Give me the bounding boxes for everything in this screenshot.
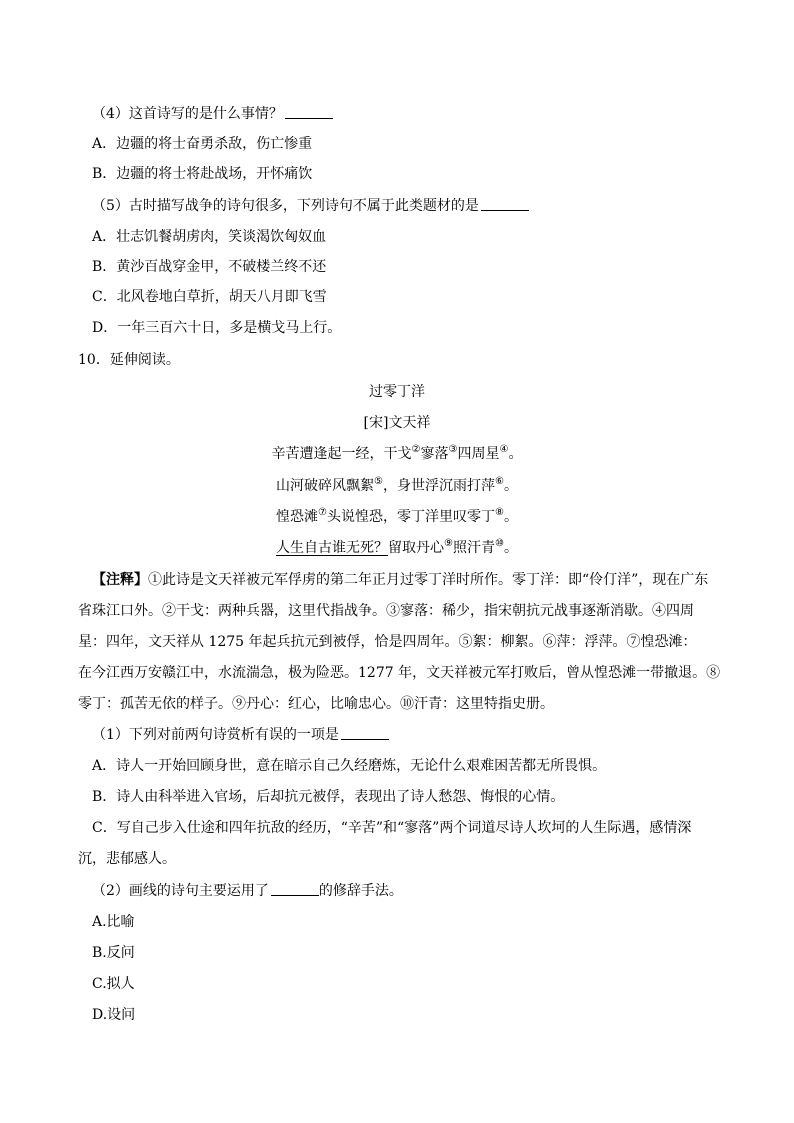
q10-sub2-option-d[interactable]: D.设问	[92, 1007, 136, 1023]
q10-sub1-option-b[interactable]: B．诗人由科举进入官场，后却抗元被俘，表现出了诗人愁怨、悔恨的心情。	[92, 789, 565, 805]
poem-line-2: 山河破碎风飘絮⑤，身世浮沉雨打萍⑥。	[276, 476, 518, 494]
q10-sub1-option-a[interactable]: A．诗人一开始回顾身世，意在暗示自己久经磨炼，无论什么艰难困苦都无所畏惧。	[92, 758, 607, 774]
answer-blank[interactable]	[271, 881, 319, 896]
q10-sub1-prompt: （1）下列对前两句诗赏析有误的一项是	[92, 725, 389, 745]
q10-heading: 10．延伸阅读。	[78, 352, 180, 368]
notes-line-3: 星：四年，文天祥从 1275 年起兵抗元到被俘，恰是四周年。⑤絮：柳絮。⑥萍：浮萍。⑦惶恐滩：	[78, 634, 697, 650]
answer-blank[interactable]	[285, 104, 333, 119]
q10-sub1-option-c[interactable]: C．写自己步入仕途和四年抗敌的经历，“辛苦”和“寥落”两个词道尽诗人坎坷的人生际遇，感情深	[92, 820, 692, 836]
q9-sub5-prompt: （5）古时描写战争的诗句很多，下列诗句不属于此类题材的是	[92, 196, 529, 216]
answer-blank[interactable]	[341, 725, 389, 740]
q10-sub1-option-c-cont: 沉，悲郁感人。	[78, 851, 176, 867]
poem-line-3: 惶恐滩⑦头说惶恐，零丁洋里叹零丁⑧。	[276, 507, 518, 525]
q9-sub5-option-c[interactable]: C．北风卷地白草折，胡天八月即飞雪	[92, 289, 327, 305]
notes-line-5: 零丁：孤苦无依的样子。⑨丹心：红心，比喻忠心。⑩汗青：这里特指史册。	[78, 696, 554, 712]
q10-sub2-prompt: （2）画线的诗句主要运用了 的修辞手法。	[92, 883, 403, 899]
q9-sub4-option-b[interactable]: B．边疆的将士将赴战场，开怀痛饮	[92, 166, 313, 182]
poem-title: 过零丁洋	[369, 384, 425, 400]
footnote-mark: ⑧	[495, 507, 504, 518]
poem-author: [宋]文天祥	[363, 415, 431, 431]
q10-sub2-option-a[interactable]: A.比喻	[92, 914, 135, 930]
q9-sub4-option-a[interactable]: A．边疆的将士奋勇杀敌，伤亡惨重	[92, 136, 313, 152]
footnote-mark: ⑩	[495, 538, 504, 549]
poem-line-1: 辛苦遭逢起一经，干戈②寥落③四周星④。	[271, 444, 523, 462]
footnote-mark: ④	[499, 444, 509, 455]
footnote-mark: ⑥	[495, 476, 504, 487]
q9-sub5-option-d[interactable]: D．一年三百六十日，多是横戈马上行。	[92, 320, 342, 336]
notes-line-1: 【注释】①此诗是文天祥被元军俘虏的第二年正月过零丁洋时所作。零丁洋：即“伶仃洋”，现在广东	[92, 572, 709, 588]
footnote-mark: ⑤	[374, 476, 383, 487]
footnote-mark: ②	[411, 444, 421, 455]
q10-sub2-option-b[interactable]: B.反问	[92, 945, 135, 961]
q10-sub2-option-c[interactable]: C.拟人	[92, 976, 135, 992]
notes-line-2: 省珠江口外。②干戈：两种兵器，这里代指战争。③寥落：稀少，指宋朝抗元战事逐渐消歇。④四周	[78, 603, 694, 619]
footnote-mark: ⑦	[318, 507, 327, 518]
footnote-mark: ⑨	[444, 538, 453, 549]
poem-line-4: 人生自古谁无死？留取丹心⑨照汗青⑩。	[276, 538, 518, 556]
answer-blank[interactable]	[481, 196, 529, 211]
q9-sub5-option-a[interactable]: A．壮志饥餐胡虏肉，笑谈渴饮匈奴血	[92, 229, 327, 245]
q9-sub4-prompt: （4）这首诗写的是什么事情？	[92, 104, 333, 124]
notes-line-4: 在今江西万安赣江中，水流湍急，极为险恶。1277 年，文天祥被元军打败后，曾从惶恐滩一带撤退。⑧	[78, 665, 721, 681]
underlined-verse: 人生自古谁无死？	[276, 540, 389, 556]
q9-sub5-option-b[interactable]: B．黄沙百战穿金甲，不破楼兰终不还	[92, 259, 327, 275]
notes-label: 【注释】	[92, 572, 148, 588]
footnote-mark: ③	[448, 444, 458, 455]
